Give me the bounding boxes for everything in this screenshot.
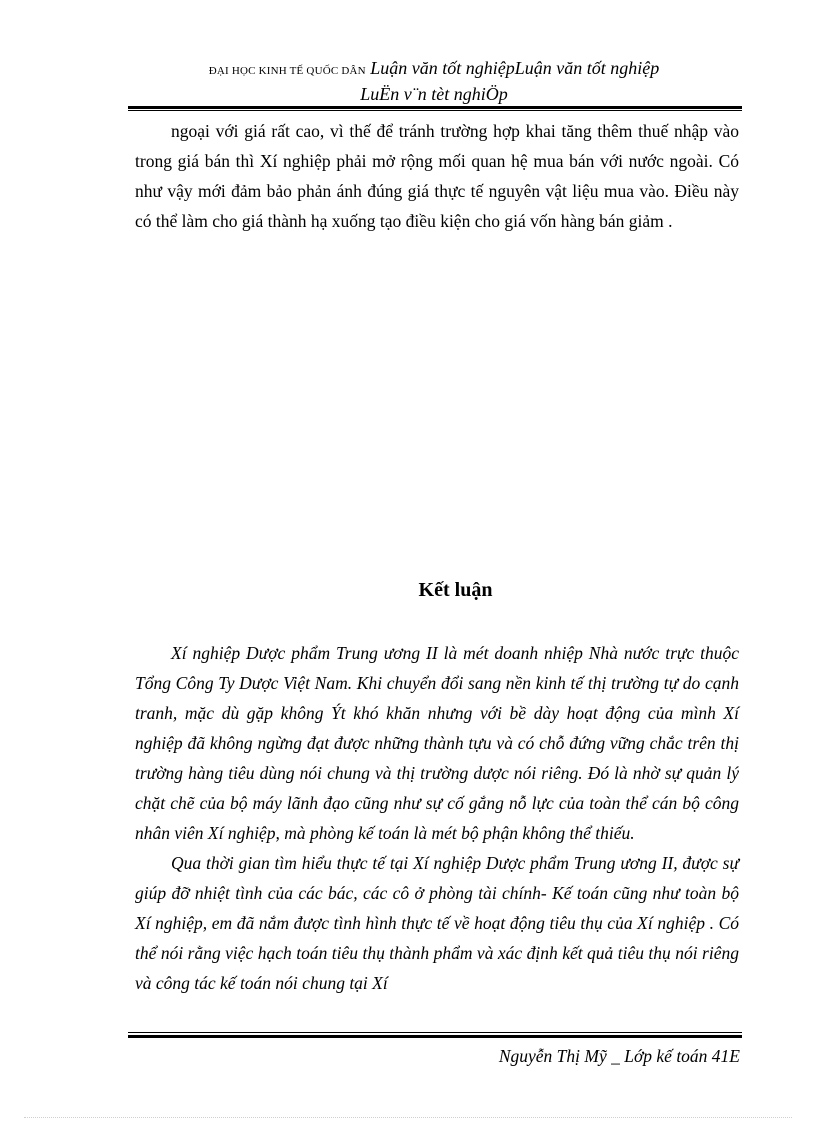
header-organization: ĐẠI HỌC KINH TẾ QUỐC DÂN [208, 65, 366, 77]
header-line [128, 56, 740, 83]
page-footer: Nguyễn Thị Mỹ _ Lớp kế toán 41E [498, 1046, 740, 1066]
header-divider [128, 106, 742, 111]
conclusion-paragraph-2: Qua thời gian tìm hiểu thực tế tại Xí nghiệp Dược phẩm Trung ương II, được sự giúp đỡ nhiệt tình của các bác, các cô ở phòng tài chính- Kế toán cũng như toàn bộ Xí nghiệp, em đã nắm được tình hình thực tế về hoạt động tiêu thụ của Xí nghiệp . Có thể nói rằng việc hạch toán tiêu thụ thành phẩm và xác định kết quả tiêu thụ nói riêng và công tác kế toán nói chung tại Xí [135, 853, 739, 993]
header-title-b: Luận văn tốt nghiệp [514, 58, 660, 78]
page-header [128, 56, 740, 105]
header-title-a: Luận văn tốt nghiệp [370, 58, 515, 78]
header-title-garbled: LuËn v¨n tèt nghiÖp [360, 84, 508, 104]
section-heading: Kết luận [418, 579, 493, 601]
conclusion-paragraph-1: Xí nghiệp Dược phẩm Trung ương II là mét doanh nhiệp Nhà nước trực thuộc Tổng Công Ty Dược Việt Nam. Khi chuyển đổi sang nền kinh tế thị trường tự do cạnh tranh, mặc dù gặp không Ýt khó khăn nhưng với bề dày hoạt động của mình Xí nghiệp đã không ngừng đạt được những thành tựu và có chỗ đứng vững chắc trên thị trường hàng tiêu dùng nói chung và thị trường dược nói riêng. Đó là nhờ sự quản lý chặt chẽ của bộ máy lãnh đạo cũng như sự cố gắng nỗ lực của toàn thể cán bộ công nhân viên Xí nghiệp, mà phòng kế toán là mét bộ phận không thể thiếu. [135, 643, 739, 843]
intro-paragraph: ngoại với giá rất cao, vì thế để tránh trường hợp khai tăng thêm thuế nhập vào trong giá bán thì Xí nghiệp phải mở rộng mối quan hệ mua bán với nước ngoài. Có như vậy mới đảm bảo phản ánh đúng giá thực tế nguyên vật liệu mua vào. Điều này có thể làm cho giá thành hạ xuống tạo điều kiện cho giá vốn hàng bán giảm . [135, 121, 739, 231]
conclusion-body [135, 638, 739, 998]
footer-divider [128, 1032, 742, 1038]
page-edge-dotted-line [24, 1117, 792, 1118]
